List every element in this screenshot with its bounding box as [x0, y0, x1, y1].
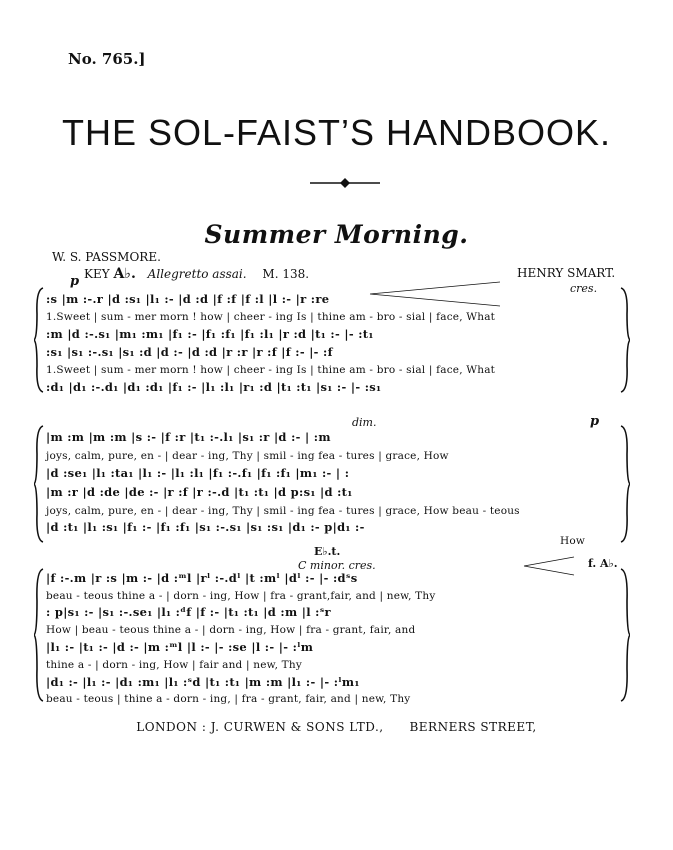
dynamic-mark: cres. [570, 282, 598, 295]
alto-notes: : p|s₁ :- |s₁ :-.se₁ |l₁ :ᵈf |f :- |t₁ :t₁ |d :m |l :ˢr [46, 605, 331, 619]
key-change-mark: f. A♭. [588, 557, 618, 570]
music-system-3 [34, 545, 630, 703]
brace-icon [34, 422, 44, 546]
ornament-divider-icon [310, 176, 380, 190]
tenor-notes: |l₁ :- |t₁ :- |d :- |m :ᵐl |l :- |- :se |l :- |- :ˡm [46, 640, 314, 654]
catalogue-number: No. 765.] [68, 50, 146, 68]
verse-lyrics: 1.Sweet | sum - mer morn ! how | cheer - ing Is | thine am - bro - sial | face, What [46, 311, 496, 323]
tenor-notes: :s₁ |s₁ :-.s₁ |s₁ :d |d :- |d :d |r :r |r :f |f :- |- :f [46, 345, 333, 359]
verse-lyrics: 1.Sweet | sum - mer morn ! how | cheer - ing Is | thine am - bro - sial | face, What [46, 364, 496, 376]
publisher-name: LONDON : J. CURWEN & SONS LTD., [136, 720, 384, 734]
verse-lyrics: beau - teous thine a - | dorn - ing, How | fra - grant,fair, and | new, Thy [46, 590, 436, 602]
brace-icon [34, 280, 44, 400]
soprano-notes: |m :m |m :m |s :- |f :r |t₁ :-.l₁ |s₁ :r |d :- | :m [46, 430, 331, 444]
verse-lyrics: thine a - | dorn - ing, How | fair and | new, Thy [46, 659, 302, 671]
dynamic-mark: p [70, 274, 80, 289]
lyricist-credit: W. S. PASSMORE. [52, 250, 161, 264]
verse-lyrics: joys, calm, pure, en - | dear - ing, Thy | smil - ing fea - tures | grace, How beau - teous [46, 505, 520, 517]
alto-notes: |d :se₁ |l₁ :ta₁ |l₁ :- |l₁ :l₁ |f₁ :-.f₁ |f₁ :f₁ |m₁ :- | : [46, 466, 350, 480]
soprano-notes: :s |m :-.r |d :s₁ |l₁ :- |d :d |f :f |f :l |l :- |r :re [46, 292, 330, 306]
verse-lyrics: How | beau - teous thine a - | dorn - ing, How | fra - grant, fair, and [46, 624, 416, 636]
publisher-footer [0, 720, 673, 734]
dynamic-mark: p [590, 414, 600, 429]
soprano-notes: |f :-.m |r :s |m :- |d :ᵐl |rˡ :-.dˡ |t :mˡ |dˡ :- |- :dˢs [46, 571, 358, 585]
verse-lyrics: beau - teous | thine a - dorn - ing, | fra - grant, fair, and | new, Thy [46, 693, 411, 705]
alto-notes: :m |d :-.s₁ |m₁ :m₁ |f₁ :- |f₁ :f₁ |f₁ :l₁ |r :d |t₁ :- |- :t₁ [46, 327, 374, 341]
bass-notes: |d :t₁ |l₁ :s₁ |f₁ :- |f₁ :f₁ |s₁ :-.s₁ |s₁ :s₁ |d₁ :- p|d₁ :- [46, 520, 365, 534]
brace-icon [34, 545, 44, 703]
piece-title: Summer Morning. [204, 220, 469, 249]
tempo-marking: Allegretto assai. [147, 267, 247, 281]
tenor-notes: |m :r |d :de |de :- |r :f |r :-.d |t₁ :t₁ |d p:s₁ |d :t₁ [46, 485, 353, 499]
verse-lyrics: joys, calm, pure, en - | dear - ing, Thy | smil - ing fea - tures | grace, How [46, 450, 449, 462]
composer-credit: HENRY SMART. [517, 266, 616, 280]
dynamic-mark: dim. [352, 416, 377, 429]
bass-notes: :d₁ |d₁ :-.d₁ |d₁ :d₁ |f₁ :- |l₁ :l₁ |r₁ :d |t₁ :t₁ |s₁ :- |- :s₁ [46, 380, 382, 394]
brace-icon [620, 280, 630, 400]
music-system-2 [34, 414, 630, 547]
verse-lyrics: How [560, 535, 586, 547]
bass-notes: |d₁ :- |l₁ :- |d₁ :m₁ |l₁ :ˢd |t₁ :t₁ |m :m |l₁ :- |- :ˡm₁ [46, 675, 360, 689]
dynamic-mark: C minor. cres. [298, 559, 376, 572]
publisher-street: BERNERS STREET, [409, 720, 537, 734]
brace-icon [620, 422, 630, 546]
metronome-marking: M. 138. [262, 267, 310, 281]
brace-icon [620, 545, 630, 703]
key-label: KEY [84, 267, 110, 281]
key-change-mark: E♭.t. [314, 545, 341, 558]
handbook-title: THE SOL-FAIST’S HANDBOOK. [61, 112, 612, 153]
key-signature: A♭. [113, 266, 136, 282]
